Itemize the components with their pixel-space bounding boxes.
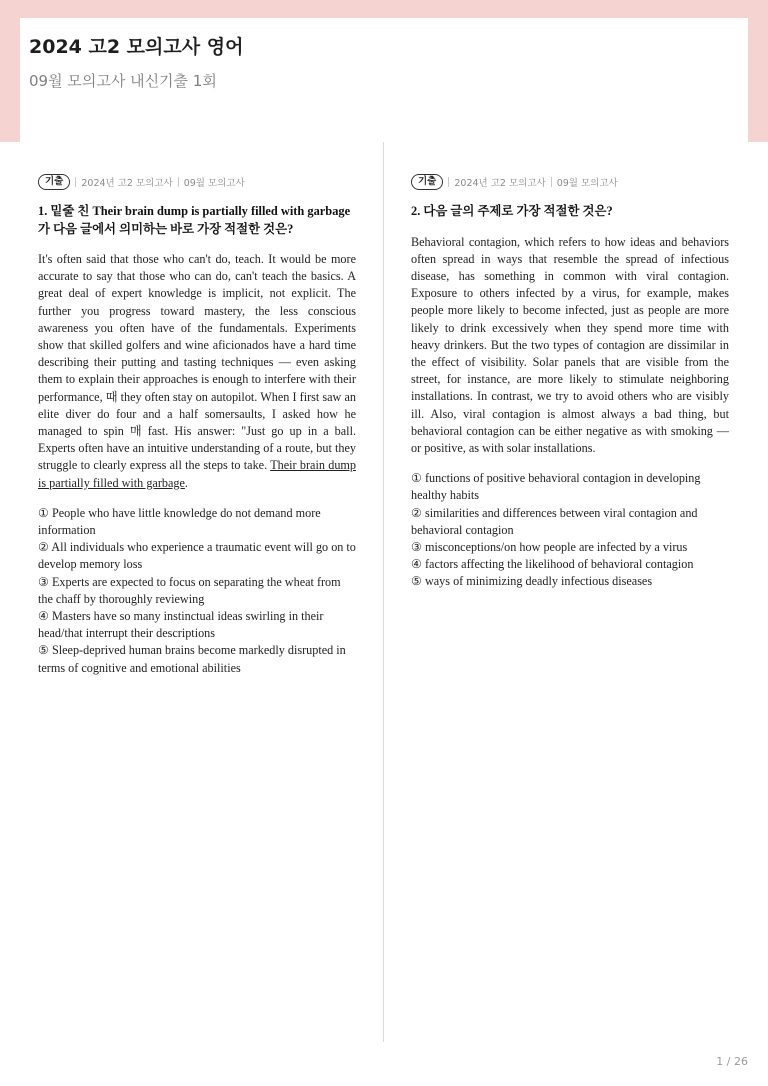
passage-text: Behavioral contagion, which refers to how ideas and behaviors often spread in ways that resemble the spread of infectious disease, has something in common with viral contagion. Exposure to others infected by a virus, for example, makes people more likely to become infected, just as people are more likely to drink excessively when they spend more time with heavy drinkers. But the two types of contagion are dissimilar in the effect of visibility. Solar panels that are visible from the street, for instance, are more likely to stimulate neighboring installations. In contrast, we try to avoid others who are visibly ill. Also, viral contagion is almost always a bad thing, but behavioral contagion can be either negative as with smoking — or positive, as with solar installations. [411, 234, 729, 455]
meta-separator [448, 177, 449, 187]
option-2: ② similarities and differences between viral contagion and behavioral contagion [411, 505, 698, 537]
question-1-block [38, 173, 356, 677]
question-2-block [411, 173, 729, 591]
question-1-prompt: 1. 밑줄 친 Their brain dump is partially filled with garbage 가 다음 글에서 의미하는 바로 가장 적절한 것은? [38, 204, 351, 236]
page-number: 1 / 26 [716, 1055, 748, 1068]
question-2-meta [411, 173, 729, 191]
column-divider [383, 142, 384, 1042]
source-year: 2024년 고2 모의고사 [454, 178, 546, 189]
passage-underlined-text: Their brain dump is partially filled with garbage [38, 458, 356, 490]
meta-separator [75, 177, 76, 187]
passage-text: It's often said that those who can't do, teach. It would be more accurate to say that those who can do, can't teach the basics. A great deal of expert knowledge is implicit, not explicit. The further you progress toward mastery, the less conscious awareness you often have of the fundamentals. Experiments show that skilled golfers and wine aficionados have a hard time describing their putting and tasting techniques — even asking them to explain their approaches is enough to interfere with their performance, 때 they often stay on autopilot. When I first saw an elite diver do four and a half somersaults, I asked how he managed to spin 매 fast. His answer: "Just go up in a ball. Experts often have an intuitive understanding of a route, but they struggle to clearly express all the steps to take. [38, 252, 356, 473]
question-1-meta [38, 173, 356, 191]
source-year: 2024년 고2 모의고사 [81, 178, 173, 189]
question-2-passage [411, 234, 729, 458]
option-1: ① functions of positive behavioral contagion in developing healthy habits [411, 471, 701, 503]
document-subtitle: 09월 모의고사 내신기출 1회 [29, 72, 217, 90]
document-title: 2024 고2 모의고사 영어 [29, 36, 244, 58]
passage-text-end: . [184, 475, 188, 490]
question-2-options [411, 470, 729, 590]
option-4: ④ factors affecting the likelihood of behavioral contagion [411, 557, 694, 572]
option-5: ⑤ ways of minimizing deadly infectious diseases [411, 574, 653, 589]
option-3: ③ misconceptions/on how people are infected by a virus [411, 539, 688, 554]
option-5: ⑤ Sleep-deprived human brains become markedly disrupted in terms of cognitive and emotional abilities [38, 643, 346, 675]
meta-separator [551, 177, 552, 187]
option-1: ① People who have little knowledge do not demand more information [38, 505, 321, 538]
question-1-options [38, 505, 356, 677]
source-badge: 기출 [38, 174, 70, 190]
option-2: ② All individuals who experience a traumatic event will go on to develop memory loss [38, 540, 356, 572]
source-month: 09월 모의고사 [183, 178, 245, 189]
option-3: ③ Experts are expected to focus on separating the wheat from the chaff by thoroughly reviewing [38, 574, 341, 606]
meta-separator [178, 177, 179, 187]
question-2-prompt: 2. 다음 글의 주제로 가장 적절한 것은? [411, 204, 613, 218]
source-badge: 기출 [411, 174, 443, 190]
source-month: 09월 모의고사 [556, 178, 618, 189]
question-1-passage [38, 251, 356, 492]
option-4: ④ Masters have so many instinctual ideas swirling in their head/that interrupt their descriptions [38, 609, 324, 641]
